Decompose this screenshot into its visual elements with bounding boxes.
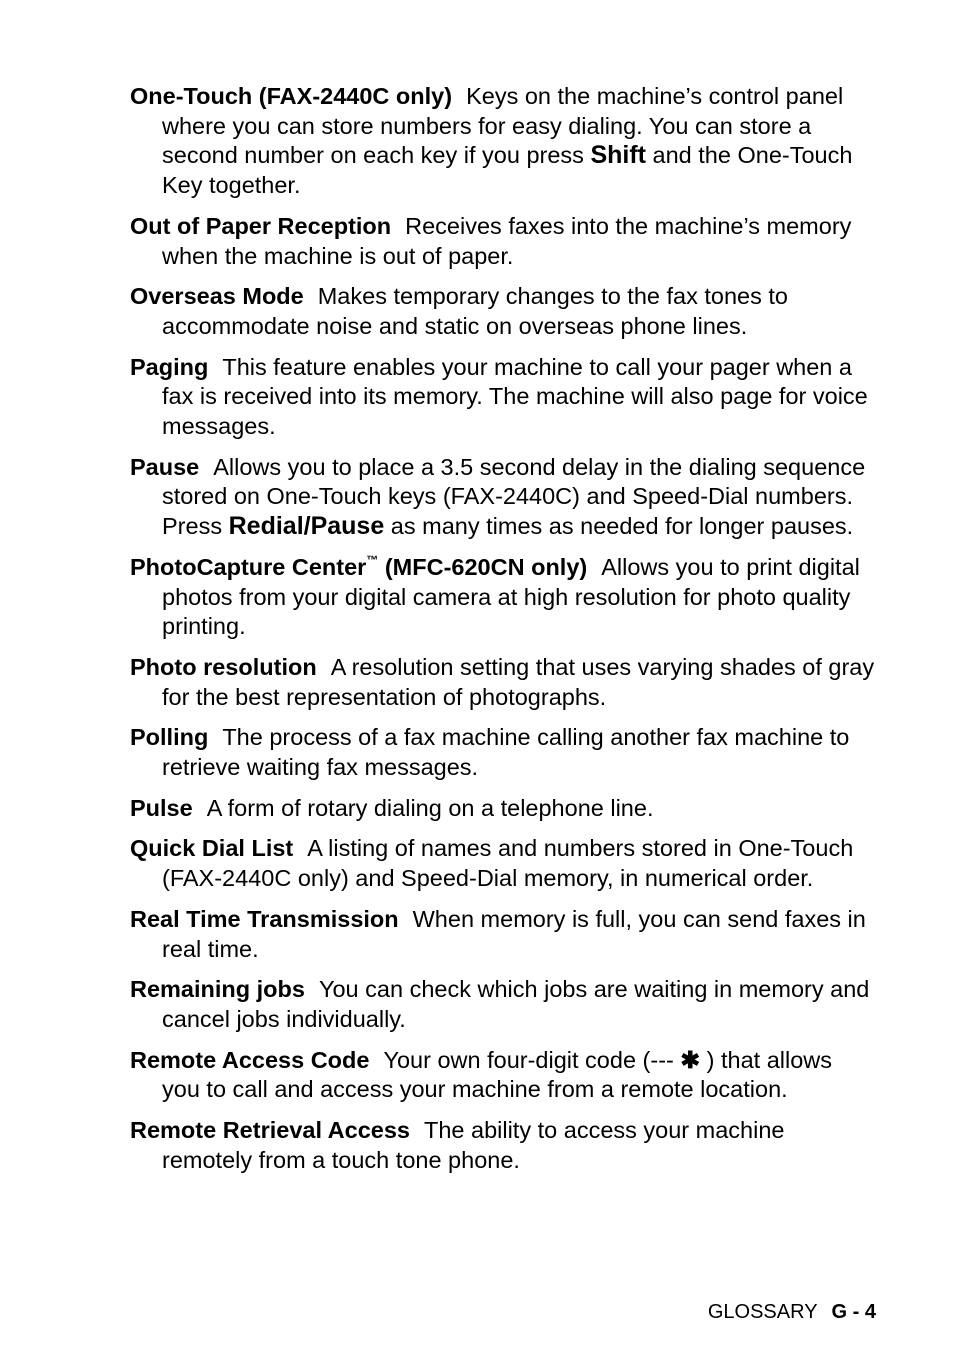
glossary-entry-photocapture-center	[130, 553, 875, 642]
glossary-definition-end: ) that allows you to call and access your machine from a remote location.	[162, 1046, 833, 1103]
glossary-term: PhotoCapture Center	[130, 553, 367, 580]
glossary-definition-end: and the One-Touch Key together.	[162, 142, 853, 199]
glossary-entry-one-touch	[130, 82, 875, 201]
glossary-entry-paging	[130, 353, 875, 442]
glossary-term: Remote Retrieval Access	[130, 1117, 410, 1144]
glossary-entry-out-of-paper-reception	[130, 212, 875, 271]
glossary-term: Quick Dial List	[130, 835, 294, 862]
glossary-list	[130, 82, 875, 1187]
glossary-definition: Allows you to print digital photos from your digital camera at high resolution for photo quality printing.	[162, 553, 860, 640]
glossary-definition: This feature enables your machine to call your pager when a fax is received into its memory. The machine will also page for voice messages.	[162, 353, 868, 440]
glossary-definition: Makes temporary changes to the fax tones to accommodate noise and static on overseas phone lines.	[162, 283, 788, 339]
glossary-term: Polling	[130, 724, 209, 751]
glossary-entry-remote-retrieval-access	[130, 1116, 875, 1175]
glossary-term: One-Touch (FAX-2440C only)	[130, 83, 453, 109]
glossary-entry-quick-dial-list	[130, 834, 875, 893]
glossary-term: Photo resolution	[130, 653, 317, 680]
trademark-symbol: ™	[366, 552, 379, 567]
glossary-definition: You can check which jobs are waiting in memory and cancel jobs individually.	[162, 976, 870, 1032]
page-number: G - 4	[831, 1301, 876, 1323]
footer-section-label: GLOSSARY	[707, 1301, 818, 1323]
glossary-term: Pulse	[130, 794, 193, 821]
key-name-redial-pause: Redial/Pause	[228, 512, 385, 541]
page-footer	[708, 1300, 876, 1324]
glossary-term: Overseas Mode	[130, 283, 304, 310]
glossary-term: Remaining jobs	[130, 976, 305, 1003]
glossary-term: Out of Paper Reception	[130, 212, 392, 239]
glossary-term: Pause	[130, 453, 200, 480]
glossary-entry-real-time-transmission	[130, 905, 875, 964]
glossary-definition: Allows you to place a 3.5 second delay in the dialing sequence stored on One-Touch keys (FAX-2440C) and Speed-Dial numbers. Press	[162, 453, 866, 540]
glossary-definition: Your own four-digit code (---	[383, 1046, 681, 1073]
glossary-definition: When memory is full, you can send faxes in real time.	[162, 905, 866, 962]
glossary-entry-pulse	[130, 794, 875, 824]
glossary-term: Real Time Transmission	[130, 905, 399, 932]
glossary-definition-end: as many times as needed for longer pauses.	[384, 513, 854, 540]
key-name-shift: Shift	[590, 141, 647, 170]
glossary-definition: A form of rotary dialing on a telephone line.	[206, 794, 654, 821]
glossary-definition: The process of a fax machine calling another fax machine to retrieve waiting fax messages.	[162, 724, 850, 781]
glossary-definition: A resolution setting that uses varying shades of gray for the best representation of photographs.	[162, 653, 875, 710]
glossary-entry-overseas-mode	[130, 282, 875, 341]
glossary-entry-pause	[130, 453, 875, 542]
glossary-entry-polling	[130, 723, 875, 782]
glossary-definition: Keys on the machine’s control panel where you can store numbers for easy dialing. You can store a second number on each key if you press	[162, 83, 844, 169]
glossary-definition: The ability to access your machine remotely from a touch tone phone.	[162, 1117, 785, 1173]
glossary-entry-photo-resolution	[130, 653, 875, 712]
asterisk-key-icon: ✱	[680, 1046, 701, 1073]
glossary-entry-remote-access-code	[130, 1046, 875, 1105]
glossary-definition: A listing of names and numbers stored in One-Touch (FAX-2440C only) and Speed-Dial memory, in numerical order.	[162, 835, 854, 892]
glossary-term: Paging	[130, 353, 209, 380]
glossary-term-model: (MFC-620CN only)	[378, 553, 588, 580]
glossary-definition: Receives faxes into the machine’s memory when the machine is out of paper.	[162, 212, 852, 269]
glossary-entry-remaining-jobs	[130, 975, 875, 1034]
glossary-term: Remote Access Code	[130, 1046, 370, 1073]
